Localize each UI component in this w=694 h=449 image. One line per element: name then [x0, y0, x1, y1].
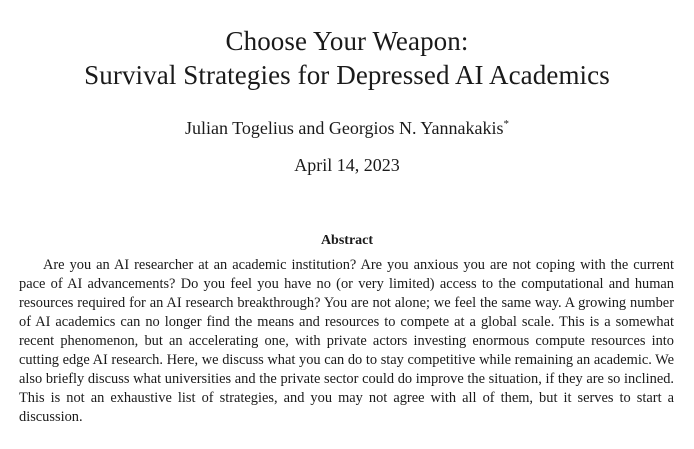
abstract-text: Are you an AI researcher at an academic institution? Are you anxious you are not coping with the current pace of AI advancements? Do you feel you have no (or very limited) access to the computational and human resources required for an AI research breakthrough? You are not alone; we feel the same way. A growing number of AI academics can no longer find the means and resources to compete at a global scale. This is a somewhat recent phenomenon, but an accelerating one, with private actors investing enormous compute resources into cutting edge AI research. Here, we discuss what you can do to stay competitive while remaining an academic. We also briefly discuss what universities and the private sector could do improve the situation, if they are so inclined. This is not an exhaustive list of strategies, and you may not agree with all of them, but it serves to start a discussion.	[19, 257, 674, 425]
paper-title	[0, 24, 694, 92]
author-footnote-mark[interactable]: *	[503, 118, 510, 130]
abstract-heading: Abstract	[320, 233, 374, 248]
title-line-2: Survival Strategies for Depressed AI Academics	[84, 60, 610, 90]
title-line-1: Choose Your Weapon:	[225, 26, 469, 56]
author-names: Julian Togelius and Georgios N. Yannakakis	[184, 118, 504, 138]
author-list	[0, 117, 694, 139]
publication-date: April 14, 2023	[294, 155, 400, 175]
